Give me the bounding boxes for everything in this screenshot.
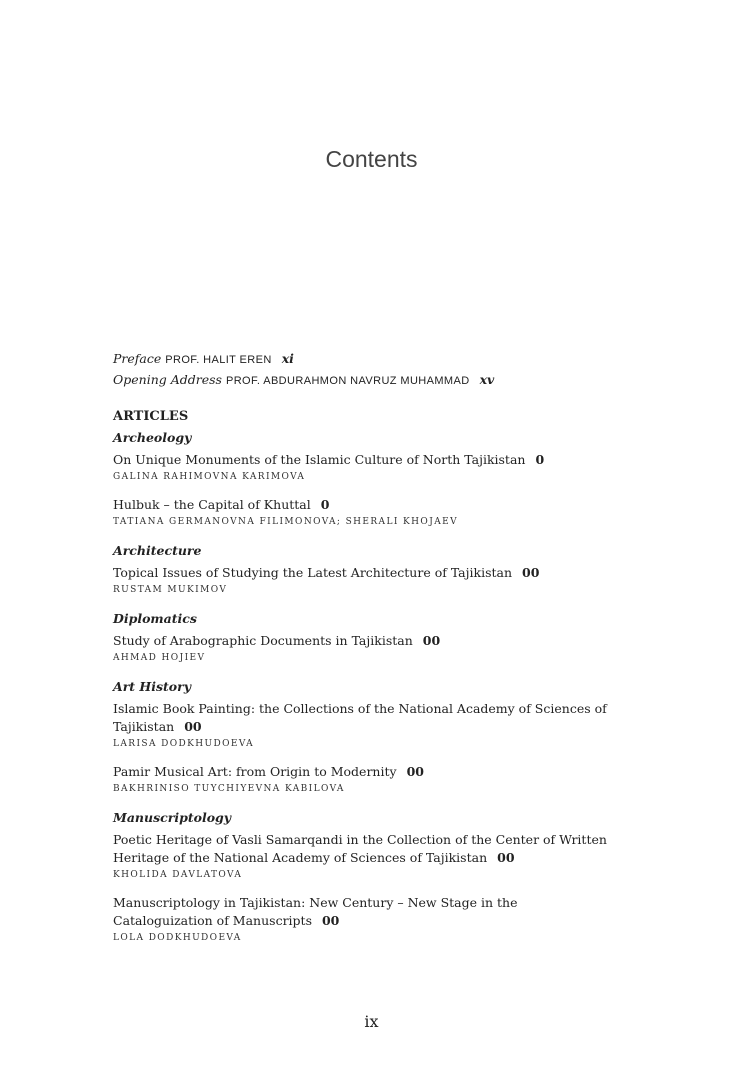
section-title: Archeology — [113, 430, 192, 445]
toc-entry — [113, 894, 613, 946]
entry-author: GALINA RAHIMOVNA KARIMOVA — [113, 472, 306, 482]
entry-title — [113, 700, 608, 736]
section-title: Manuscriptology — [113, 810, 232, 825]
entry-title — [113, 451, 608, 469]
toc-entry — [113, 496, 613, 530]
toc-entry — [113, 700, 613, 752]
entry-title-text: Islamic Book Painting: the Collections of the National Academy of Sciences of Tajikistan — [113, 701, 607, 734]
entry-title-text: Pamir Musical Art: from Origin to Modernity — [113, 764, 397, 779]
page-number: ix — [364, 1012, 379, 1031]
entry-title — [113, 632, 608, 650]
entry-author: RUSTAM MUKIMOV — [113, 585, 228, 595]
entry-page: 00 — [422, 633, 441, 648]
entry-title — [113, 831, 608, 867]
entry-author: TATIANA GERMANOVNA FILIMONOVA; SHERALI KHOJAEV — [113, 517, 458, 527]
section-title: Architecture — [113, 543, 202, 558]
entry-title-text: Hulbuk – the Capital of Khuttal — [113, 497, 311, 512]
entry-page: 00 — [184, 719, 202, 734]
section-title: Art History — [113, 679, 191, 694]
toc-entry — [113, 564, 613, 598]
toc-entry — [113, 632, 613, 666]
entry-page: 0 — [535, 452, 545, 467]
toc-entry — [113, 831, 613, 883]
entry-author: BAKHRINISO TUYCHIYEVNA KABILOVA — [113, 784, 345, 794]
entry-author: KHOLIDA DAVLATOVA — [113, 870, 243, 880]
entry-page: 0 — [320, 497, 330, 512]
front-matter-person: PROF. HALIT EREN — [165, 354, 272, 366]
entry-page: 00 — [497, 850, 515, 865]
entry-title — [113, 763, 608, 781]
entry-author: LOLA DODKHUDOEVA — [113, 933, 242, 943]
articles-heading: ARTICLES — [113, 409, 189, 424]
entry-title — [113, 496, 608, 514]
front-matter-opening-address — [113, 370, 613, 391]
entry-title-text: Study of Arabographic Documents in Tajikistan — [113, 633, 413, 648]
entry-author: LARISA DODKHUDOEVA — [113, 739, 255, 749]
page-title: Contents — [325, 146, 418, 172]
entry-title-text: Topical Issues of Studying the Latest Architecture of Tajikistan — [113, 565, 513, 580]
table-of-contents — [113, 349, 613, 946]
front-matter-label: Opening Address — [113, 372, 222, 387]
entry-title — [113, 894, 608, 930]
front-matter-page: xi — [281, 351, 294, 366]
entry-title-text: On Unique Monuments of the Islamic Culture of North Tajikistan — [113, 452, 526, 467]
entry-page: 00 — [522, 565, 540, 580]
entry-author: AHMAD HOJIEV — [113, 653, 206, 663]
front-matter — [113, 349, 613, 391]
entry-page: 00 — [321, 913, 340, 928]
toc-entry — [113, 763, 613, 797]
front-matter-label: Preface — [113, 351, 162, 366]
entry-title-text: Poetic Heritage of Vasli Samarqandi in the Collection of the Center of Written Heritage of the National Academy of Sciences of Tajikistan — [113, 832, 607, 865]
section-title: Diplomatics — [113, 611, 197, 626]
front-matter-preface — [113, 349, 613, 370]
front-matter-person: PROF. ABDURAHMON NAVRUZ MUHAMMAD — [225, 375, 470, 387]
entry-page: 00 — [406, 764, 424, 779]
front-matter-page: xv — [479, 372, 495, 387]
entry-title-text: Manuscriptology in Tajikistan: New Century – New Stage in the Cataloguization of Manuscripts — [113, 895, 518, 928]
toc-entry — [113, 451, 613, 485]
entry-title — [113, 564, 608, 582]
